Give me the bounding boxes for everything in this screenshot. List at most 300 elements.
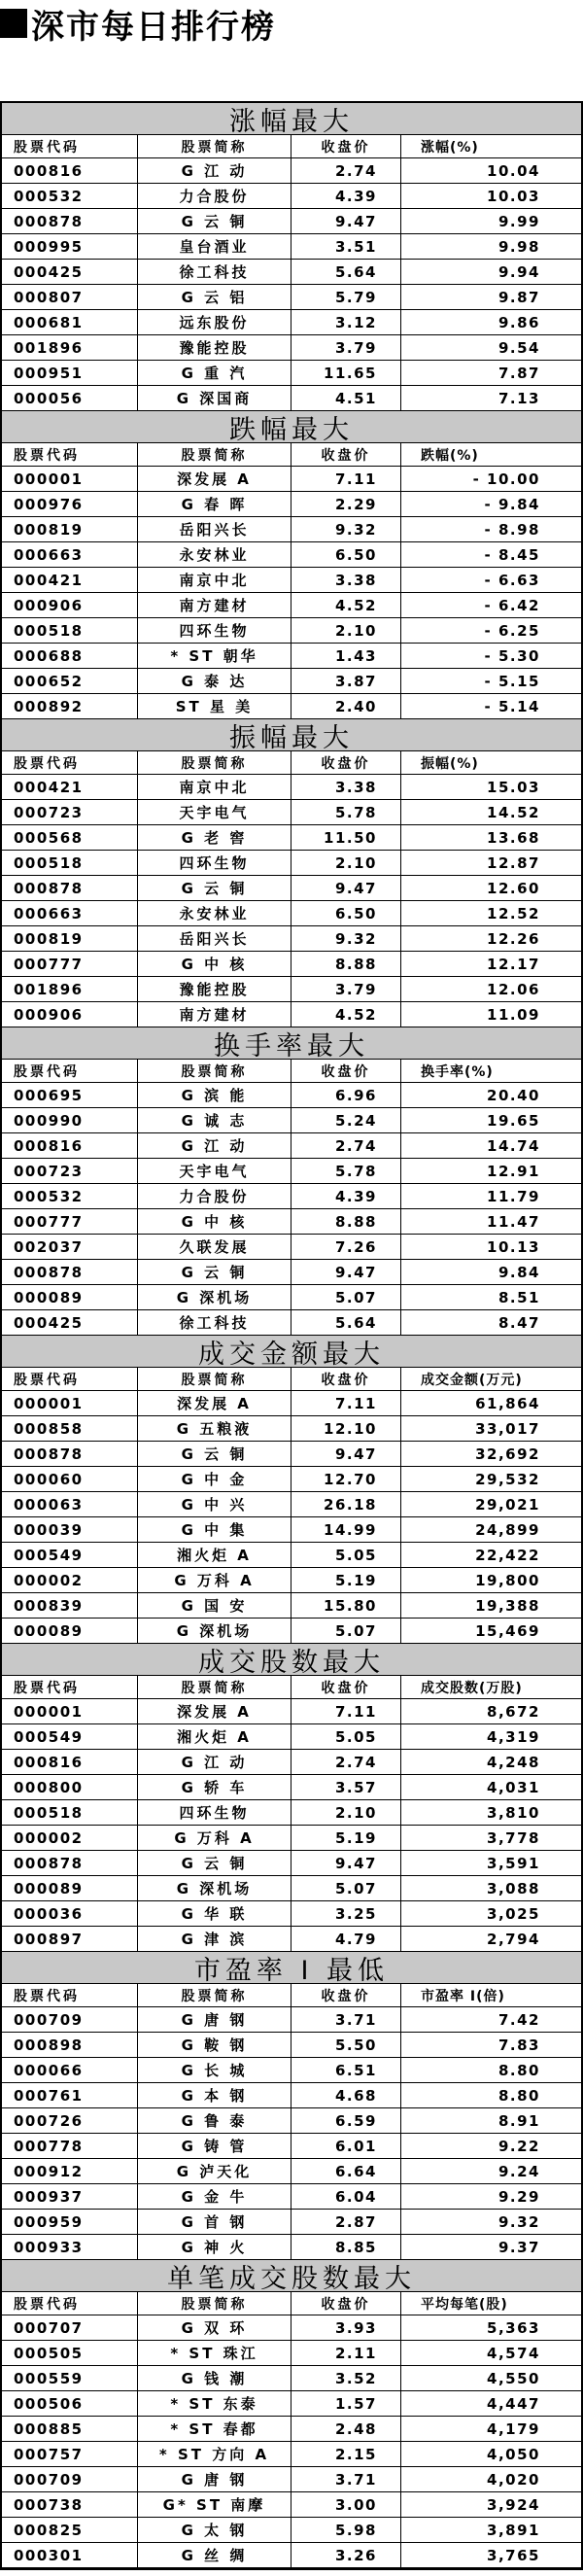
ranking-section: [2, 2260, 581, 2568]
column-header-name: 股票简称: [138, 1060, 292, 1082]
column-header-row: [2, 443, 581, 467]
close-price-cell: 7.26: [292, 1235, 401, 1259]
metric-value-cell: 4,179: [487, 2419, 540, 2438]
table-row: [2, 593, 581, 618]
stock-name-cell: 力合股份: [138, 184, 292, 208]
close-price-cell: 3.87: [292, 669, 401, 693]
close-price-cell: 4.68: [292, 2083, 401, 2107]
stock-name-cell: 深发展 A: [138, 1699, 292, 1723]
metric-value-cell: 9.98: [497, 237, 540, 256]
stock-name-cell: 深发展 A: [138, 1391, 292, 1415]
stock-name-cell: G 金 牛: [138, 2184, 292, 2209]
metric-value-cell: 12.87: [487, 853, 540, 872]
close-price-cell: 2.87: [292, 2210, 401, 2234]
ranking-board: [0, 101, 583, 2570]
stock-name-cell: G 钱 潮: [138, 2366, 292, 2390]
table-row: [2, 467, 581, 492]
close-price-cell: 6.51: [292, 2058, 401, 2082]
metric-value-cell: 7.83: [497, 2036, 540, 2054]
metric-value-cell: - 10.00: [472, 470, 540, 488]
metric-value-cell: 4,031: [487, 1778, 540, 1796]
metric-value-cell: 19.65: [487, 1111, 540, 1130]
table-row: [2, 800, 581, 825]
metric-value-cell: 8.80: [497, 2086, 540, 2105]
stock-name-cell: 岳阳兴长: [138, 517, 292, 541]
stock-name-cell: G 唐 钢: [138, 2467, 292, 2491]
metric-value-cell: - 6.42: [484, 596, 540, 614]
table-row: [2, 542, 581, 568]
stock-name-cell: G 中 集: [138, 1517, 292, 1542]
metric-value-cell: 9.54: [497, 338, 540, 357]
metric-value-cell: 12.91: [487, 1162, 540, 1180]
section-title: 涨幅最大: [2, 103, 581, 135]
section-title: 换手率最大: [2, 1027, 581, 1060]
stock-code-cell: 000568: [2, 825, 138, 850]
close-price-cell: 15.80: [292, 1593, 401, 1618]
metric-value-cell: - 9.84: [484, 495, 540, 513]
column-header-code: 股票代码: [2, 1984, 138, 2006]
close-price-cell: 2.11: [292, 2341, 401, 2365]
metric-value-cell: 12.60: [487, 879, 540, 897]
stock-name-cell: G 万科 A: [138, 1568, 292, 1592]
ranking-section: [2, 1644, 581, 1952]
stock-name-cell: 徐工科技: [138, 1310, 292, 1335]
stock-code-cell: 000839: [2, 1593, 138, 1618]
metric-value-cell: 9.86: [497, 313, 540, 331]
metric-value-cell: 8.91: [497, 2111, 540, 2130]
column-header-close: 收盘价: [292, 443, 401, 466]
column-header-close: 收盘价: [292, 751, 401, 774]
stock-code-cell: 000001: [2, 1391, 138, 1415]
table-row: [2, 2210, 581, 2235]
metric-value-cell: - 5.14: [484, 697, 540, 715]
close-price-cell: 6.64: [292, 2159, 401, 2183]
metric-value-cell: 3,924: [487, 2495, 540, 2514]
table-row: [2, 669, 581, 694]
close-price-cell: 4.79: [292, 1927, 401, 1951]
metric-value-cell: 3,591: [487, 1854, 540, 1872]
stock-code-cell: 000709: [2, 2007, 138, 2032]
table-row: [2, 2184, 581, 2210]
stock-code-cell: 000681: [2, 310, 138, 334]
column-header-close: 收盘价: [292, 2292, 401, 2315]
close-price-cell: 5.78: [292, 1159, 401, 1183]
stock-code-cell: 000816: [2, 1133, 138, 1158]
close-price-cell: 5.19: [292, 1826, 401, 1850]
close-price-cell: 6.04: [292, 2184, 401, 2209]
close-price-cell: 26.18: [292, 1492, 401, 1516]
stock-code-cell: 000976: [2, 492, 138, 516]
stock-code-cell: 000001: [2, 1699, 138, 1723]
column-header-code: 股票代码: [2, 135, 138, 157]
stock-code-cell: 000089: [2, 1876, 138, 1900]
metric-value-cell: 7.87: [497, 364, 540, 382]
stock-name-cell: 四环生物: [138, 618, 292, 643]
close-price-cell: 4.51: [292, 386, 401, 410]
column-header-name: 股票简称: [138, 1368, 292, 1390]
stock-name-cell: 湘火炬 A: [138, 1543, 292, 1567]
stock-code-cell: 000819: [2, 517, 138, 541]
close-price-cell: 5.50: [292, 2033, 401, 2057]
stock-name-cell: G 神 火: [138, 2235, 292, 2259]
ranking-section: [2, 1336, 581, 1644]
stock-code-cell: 000518: [2, 851, 138, 875]
stock-code-cell: 000066: [2, 2058, 138, 2082]
stock-code-cell: 000549: [2, 1724, 138, 1749]
close-price-cell: 5.05: [292, 1724, 401, 1749]
section-title: 单笔成交股数最大: [2, 2260, 581, 2292]
column-header-row: [2, 1676, 581, 1699]
column-header-name: 股票简称: [138, 751, 292, 774]
column-header-code: 股票代码: [2, 1060, 138, 1082]
stock-code-cell: 000816: [2, 158, 138, 183]
table-row: [2, 1699, 581, 1724]
stock-code-cell: 000532: [2, 184, 138, 208]
stock-code-cell: 000532: [2, 1184, 138, 1208]
table-row: [2, 977, 581, 1002]
stock-name-cell: G* ST 南摩: [138, 2492, 292, 2517]
close-price-cell: 2.40: [292, 694, 401, 718]
stock-code-cell: 000559: [2, 2366, 138, 2390]
table-row: [2, 1876, 581, 1901]
stock-name-cell: G 云 铜: [138, 1442, 292, 1466]
close-price-cell: 1.43: [292, 644, 401, 668]
table-row: [2, 260, 581, 285]
table-row: [2, 1108, 581, 1133]
column-header-close: 收盘价: [292, 1984, 401, 2006]
close-price-cell: 9.47: [292, 1260, 401, 1284]
stock-code-cell: 000912: [2, 2159, 138, 2183]
metric-value-cell: - 8.98: [484, 520, 540, 539]
column-header-name: 股票简称: [138, 443, 292, 466]
stock-name-cell: G 泸天化: [138, 2159, 292, 2183]
metric-value-cell: 4,550: [487, 2369, 540, 2387]
table-row: [2, 1851, 581, 1876]
stock-name-cell: G 中 兴: [138, 1492, 292, 1516]
metric-value-cell: 20.40: [487, 1086, 540, 1104]
close-price-cell: 6.50: [292, 901, 401, 925]
metric-value-cell: 12.26: [487, 929, 540, 948]
table-row: [2, 2033, 581, 2058]
stock-name-cell: G 铸 管: [138, 2134, 292, 2158]
column-header-name: 股票简称: [138, 2292, 292, 2315]
stock-code-cell: 000723: [2, 1159, 138, 1183]
table-row: [2, 1826, 581, 1851]
column-header-code: 股票代码: [2, 751, 138, 774]
table-row: [2, 1083, 581, 1108]
stock-name-cell: G 本 钢: [138, 2083, 292, 2107]
metric-value-cell: 22,422: [475, 1546, 540, 1564]
metric-value-cell: 9.29: [497, 2187, 540, 2206]
stock-code-cell: 000878: [2, 876, 138, 900]
close-price-cell: 3.52: [292, 2366, 401, 2390]
close-price-cell: 6.01: [292, 2134, 401, 2158]
stock-code-cell: 000906: [2, 1002, 138, 1027]
metric-value-cell: 8.47: [497, 1313, 540, 1332]
stock-code-cell: 000505: [2, 2341, 138, 2365]
column-header-row: [2, 135, 581, 158]
column-header-metric: 成交金额(万元): [421, 1372, 523, 1388]
close-price-cell: 5.05: [292, 1543, 401, 1567]
column-header-row: [2, 1368, 581, 1391]
table-row: [2, 285, 581, 310]
stock-name-cell: G 轿 车: [138, 1775, 292, 1799]
table-row: [2, 1133, 581, 1159]
page-title-text: 深市每日排行榜: [31, 7, 276, 47]
stock-code-cell: 001896: [2, 977, 138, 1001]
column-header-code: 股票代码: [2, 1676, 138, 1698]
close-price-cell: 3.79: [292, 977, 401, 1001]
close-price-cell: 1.57: [292, 2391, 401, 2416]
table-row: [2, 2442, 581, 2467]
table-row: [2, 1260, 581, 1285]
close-price-cell: 5.79: [292, 285, 401, 309]
metric-value-cell: 29,532: [475, 1470, 540, 1488]
table-row: [2, 2492, 581, 2518]
stock-name-cell: G 中 核: [138, 1209, 292, 1234]
stock-name-cell: G 深机场: [138, 1619, 292, 1643]
close-price-cell: 9.47: [292, 876, 401, 900]
metric-value-cell: 3,810: [487, 1803, 540, 1822]
table-row: [2, 2108, 581, 2134]
table-row: [2, 2518, 581, 2543]
column-header-metric: 市盈率 I(倍): [421, 1988, 505, 2004]
close-price-cell: 11.65: [292, 361, 401, 385]
table-row: [2, 568, 581, 593]
stock-name-cell: * ST 东泰: [138, 2391, 292, 2416]
metric-value-cell: 3,778: [487, 1828, 540, 1847]
close-price-cell: 3.93: [292, 2315, 401, 2340]
metric-value-cell: 3,025: [487, 1904, 540, 1923]
close-price-cell: 11.50: [292, 825, 401, 850]
metric-value-cell: 3,891: [487, 2521, 540, 2539]
close-price-cell: 3.00: [292, 2492, 401, 2517]
stock-name-cell: G 云 铝: [138, 285, 292, 309]
stock-code-cell: 000060: [2, 1467, 138, 1491]
column-header-metric: 平均每笔(股): [421, 2296, 508, 2313]
metric-value-cell: 3,088: [487, 1879, 540, 1897]
stock-name-cell: 豫能控股: [138, 335, 292, 360]
stock-code-cell: 000906: [2, 593, 138, 617]
close-price-cell: 6.59: [292, 2108, 401, 2133]
stock-code-cell: 000858: [2, 1416, 138, 1441]
stock-name-cell: 四环生物: [138, 1800, 292, 1825]
stock-code-cell: 000777: [2, 952, 138, 976]
close-price-cell: 3.12: [292, 310, 401, 334]
table-row: [2, 1492, 581, 1517]
column-header-name: 股票简称: [138, 1984, 292, 2006]
metric-value-cell: - 5.15: [484, 672, 540, 690]
table-row: [2, 1184, 581, 1209]
metric-value-cell: 8.51: [497, 1288, 540, 1306]
stock-code-cell: 000807: [2, 285, 138, 309]
stock-name-cell: G 深机场: [138, 1285, 292, 1309]
metric-value-cell: 3,765: [487, 2546, 540, 2564]
stock-name-cell: * ST 春都: [138, 2417, 292, 2441]
stock-name-cell: G 首 钢: [138, 2210, 292, 2234]
stock-code-cell: 000663: [2, 901, 138, 925]
close-price-cell: 7.11: [292, 1391, 401, 1415]
metric-value-cell: - 6.63: [484, 571, 540, 589]
close-price-cell: 3.25: [292, 1901, 401, 1926]
stock-name-cell: * ST 珠江: [138, 2341, 292, 2365]
metric-value-cell: 8,672: [487, 1702, 540, 1721]
stock-name-cell: G 春 晖: [138, 492, 292, 516]
table-row: [2, 1775, 581, 1800]
metric-value-cell: 19,388: [475, 1596, 540, 1615]
section-title: 振幅最大: [2, 719, 581, 751]
ranking-section: [2, 719, 581, 1027]
stock-name-cell: G 江 动: [138, 1750, 292, 1774]
table-row: [2, 1750, 581, 1775]
metric-value-cell: 4,050: [487, 2445, 540, 2463]
table-row: [2, 1517, 581, 1543]
close-price-cell: 5.07: [292, 1285, 401, 1309]
metric-value-cell: 8.80: [497, 2061, 540, 2079]
stock-name-cell: 久联发展: [138, 1235, 292, 1259]
stock-name-cell: G 云 铜: [138, 1260, 292, 1284]
column-header-row: [2, 2292, 581, 2315]
metric-value-cell: 7.13: [497, 389, 540, 407]
column-header-name: 股票简称: [138, 135, 292, 157]
table-row: [2, 1209, 581, 1235]
table-row: [2, 517, 581, 542]
table-row: [2, 310, 581, 335]
metric-value-cell: 7.42: [497, 2010, 540, 2029]
stock-name-cell: 徐工科技: [138, 260, 292, 284]
stock-name-cell: 深发展 A: [138, 467, 292, 491]
stock-name-cell: G 深国商: [138, 386, 292, 410]
stock-name-cell: 岳阳兴长: [138, 926, 292, 951]
metric-value-cell: 29,021: [475, 1495, 540, 1514]
table-row: [2, 644, 581, 669]
column-header-code: 股票代码: [2, 443, 138, 466]
metric-value-cell: 11.09: [487, 1005, 540, 1024]
stock-name-cell: * ST 朝华: [138, 644, 292, 668]
stock-code-cell: 000421: [2, 568, 138, 592]
column-header-code: 股票代码: [2, 1368, 138, 1390]
stock-code-cell: 000738: [2, 2492, 138, 2517]
stock-code-cell: 000425: [2, 260, 138, 284]
metric-value-cell: - 5.30: [484, 646, 540, 665]
stock-code-cell: 000825: [2, 2518, 138, 2542]
metric-value-cell: 9.87: [497, 288, 540, 306]
column-header-close: 收盘价: [292, 1368, 401, 1390]
table-row: [2, 184, 581, 209]
stock-code-cell: 000056: [2, 386, 138, 410]
close-price-cell: 9.32: [292, 926, 401, 951]
close-price-cell: 2.29: [292, 492, 401, 516]
stock-name-cell: G 鲁 泰: [138, 2108, 292, 2133]
column-header-metric: 换手率(%): [421, 1063, 494, 1080]
metric-value-cell: 4,020: [487, 2470, 540, 2489]
metric-value-cell: 32,692: [475, 1445, 540, 1463]
title-square-icon: [0, 9, 27, 38]
stock-code-cell: 000518: [2, 1800, 138, 1825]
stock-code-cell: 002037: [2, 1235, 138, 1259]
metric-value-cell: 9.22: [497, 2137, 540, 2155]
stock-name-cell: * ST 方向 A: [138, 2442, 292, 2466]
section-title: 跌幅最大: [2, 411, 581, 443]
table-row: [2, 1593, 581, 1619]
close-price-cell: 3.38: [292, 775, 401, 799]
close-price-cell: 4.39: [292, 1184, 401, 1208]
close-price-cell: 2.74: [292, 1750, 401, 1774]
metric-value-cell: 10.04: [487, 161, 540, 180]
table-row: [2, 851, 581, 876]
stock-name-cell: 豫能控股: [138, 977, 292, 1001]
ranking-section: [2, 103, 581, 411]
table-row: [2, 1543, 581, 1568]
stock-name-cell: G 万科 A: [138, 1826, 292, 1850]
metric-value-cell: 4,574: [487, 2344, 540, 2362]
close-price-cell: 5.64: [292, 1310, 401, 1335]
close-price-cell: 6.50: [292, 542, 401, 567]
stock-name-cell: G 江 动: [138, 1133, 292, 1158]
metric-value-cell: - 8.45: [484, 545, 540, 564]
table-row: [2, 2341, 581, 2366]
stock-code-cell: 000816: [2, 1750, 138, 1774]
close-price-cell: 9.47: [292, 1851, 401, 1875]
table-row: [2, 1467, 581, 1492]
metric-value-cell: 12.52: [487, 904, 540, 922]
stock-name-cell: 天宇电气: [138, 800, 292, 824]
stock-code-cell: 000652: [2, 669, 138, 693]
close-price-cell: 7.11: [292, 467, 401, 491]
table-row: [2, 2007, 581, 2033]
section-title: 成交股数最大: [2, 1644, 581, 1676]
stock-code-cell: 000518: [2, 618, 138, 643]
close-price-cell: 3.38: [292, 568, 401, 592]
table-row: [2, 492, 581, 517]
stock-name-cell: 皇台酒业: [138, 234, 292, 259]
stock-code-cell: 000892: [2, 694, 138, 718]
stock-code-cell: 000425: [2, 1310, 138, 1335]
metric-value-cell: 9.32: [497, 2212, 540, 2231]
stock-name-cell: G 诚 志: [138, 1108, 292, 1132]
stock-name-cell: G 云 铜: [138, 1851, 292, 1875]
stock-name-cell: 南方建材: [138, 593, 292, 617]
metric-value-cell: 15,469: [475, 1621, 540, 1640]
column-header-metric: 涨幅(%): [421, 139, 479, 156]
stock-code-cell: 000039: [2, 1517, 138, 1542]
stock-code-cell: 000898: [2, 2033, 138, 2057]
table-row: [2, 901, 581, 926]
close-price-cell: 7.11: [292, 1699, 401, 1723]
close-price-cell: 2.15: [292, 2442, 401, 2466]
stock-name-cell: 南京中北: [138, 568, 292, 592]
stock-code-cell: 000089: [2, 1285, 138, 1309]
metric-value-cell: 2,794: [487, 1930, 540, 1948]
stock-code-cell: 000002: [2, 1568, 138, 1592]
column-header-metric: 成交股数(万股): [421, 1680, 523, 1696]
stock-name-cell: G 老 窖: [138, 825, 292, 850]
table-row: [2, 1391, 581, 1416]
table-row: [2, 2159, 581, 2184]
table-row: [2, 1568, 581, 1593]
stock-code-cell: 000663: [2, 542, 138, 567]
metric-value-cell: 11.79: [487, 1187, 540, 1205]
stock-code-cell: 000800: [2, 1775, 138, 1799]
table-row: [2, 2058, 581, 2083]
column-header-close: 收盘价: [292, 1676, 401, 1698]
stock-code-cell: 000819: [2, 926, 138, 951]
metric-value-cell: 9.24: [497, 2162, 540, 2180]
close-price-cell: 2.10: [292, 618, 401, 643]
stock-code-cell: 000001: [2, 467, 138, 491]
stock-name-cell: 南方建材: [138, 1002, 292, 1027]
section-title: 市盈率 I 最低: [2, 1952, 581, 1984]
